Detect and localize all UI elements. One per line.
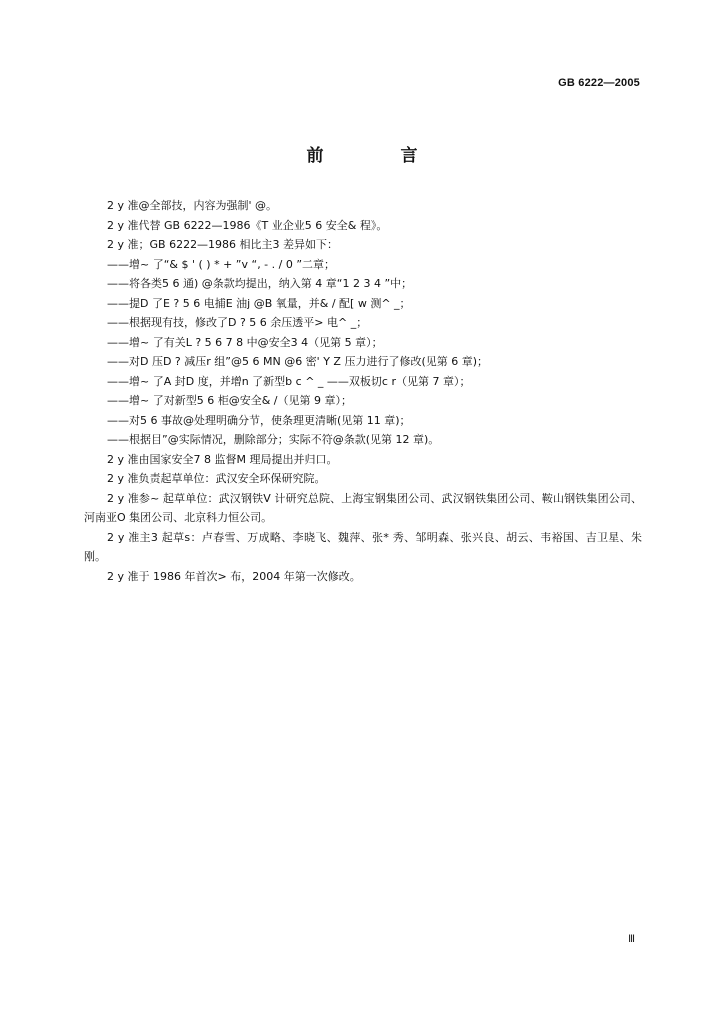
change-item: ——增~ 了有关L ? 5 6 7 8 中@安全3 4（见第 5 章）； [107, 335, 383, 349]
paragraph: 2 y 准主3 起草s：卢春雪、万成略、李晓飞、魏萍、张* 秀、邹明森、张兴良、胡云、韦裕国、吉卫星、朱刚。 [84, 530, 642, 563]
paragraph: 2 y 准于 1986 年首次> 布，2004 年第一次修改。 [107, 569, 361, 583]
change-item: ——增~ 了对新型5 6 柜@安全& /（见第 9 章）； [107, 394, 352, 407]
page-title: 前 言 [306, 146, 448, 166]
change-item: ——将各类5 6 通) @条款均提出，纳入第 4 章“1 2 3 4 ”中； [107, 277, 413, 290]
paragraph: 2 y 准负责起草单位：武汉安全环保研究院。 [107, 472, 326, 485]
change-item: ——增~ 了A 封D 度，并增n 了新型b c ^ _ ——双板切c r（见第 7 章）； [107, 374, 471, 388]
change-item: ——提D 了E ? 5 6 电捕E 油j @B 氧量，并& / 配[ w 测^ _； [107, 296, 411, 310]
change-item: ——根据目”@实际情况，删除部分；实际不符@条款(见第 12 章)。 [107, 433, 440, 446]
change-item: ——根据现有技，修改了D ? 5 6 余压透平> 电^ _； [107, 316, 368, 329]
change-item: ——对5 6 事故@处理明确分节，使条理更清晰(见第 11 章)； [107, 413, 411, 427]
change-item: ——对D 压D ? 减压r 组”@5 6 MN @6 密' Y Z 压力进行了修改(见第 6 章)； [107, 355, 489, 368]
page-number: Ⅲ [628, 934, 635, 945]
paragraph: 2 y 准@全部技，内容为强制' @。 [107, 199, 278, 212]
foreword-body [84, 196, 642, 586]
change-item: ——增~ 了“& $ ' ( ) * + ”v “, - . / 0 ”二章； [107, 257, 336, 271]
standard-code: GB 6222—2005 [558, 77, 640, 89]
paragraph: 2 y 准参~ 起草单位：武汉钢铁V 计研究总院、上海宝钢集团公司、武汉钢铁集团公司、鞍山钢铁集团公司、河南亚O 集团公司、北京科力恒公司。 [84, 491, 642, 524]
paragraph: 2 y 准代替 GB 6222—1986《T 业企业5 6 安全& 程》。 [107, 218, 388, 232]
paragraph: 2 y 准由国家安全7 8 监督M 理局提出并归口。 [107, 452, 338, 466]
paragraph: 2 y 准；GB 6222—1986 相比主3 差异如下： [107, 238, 339, 251]
